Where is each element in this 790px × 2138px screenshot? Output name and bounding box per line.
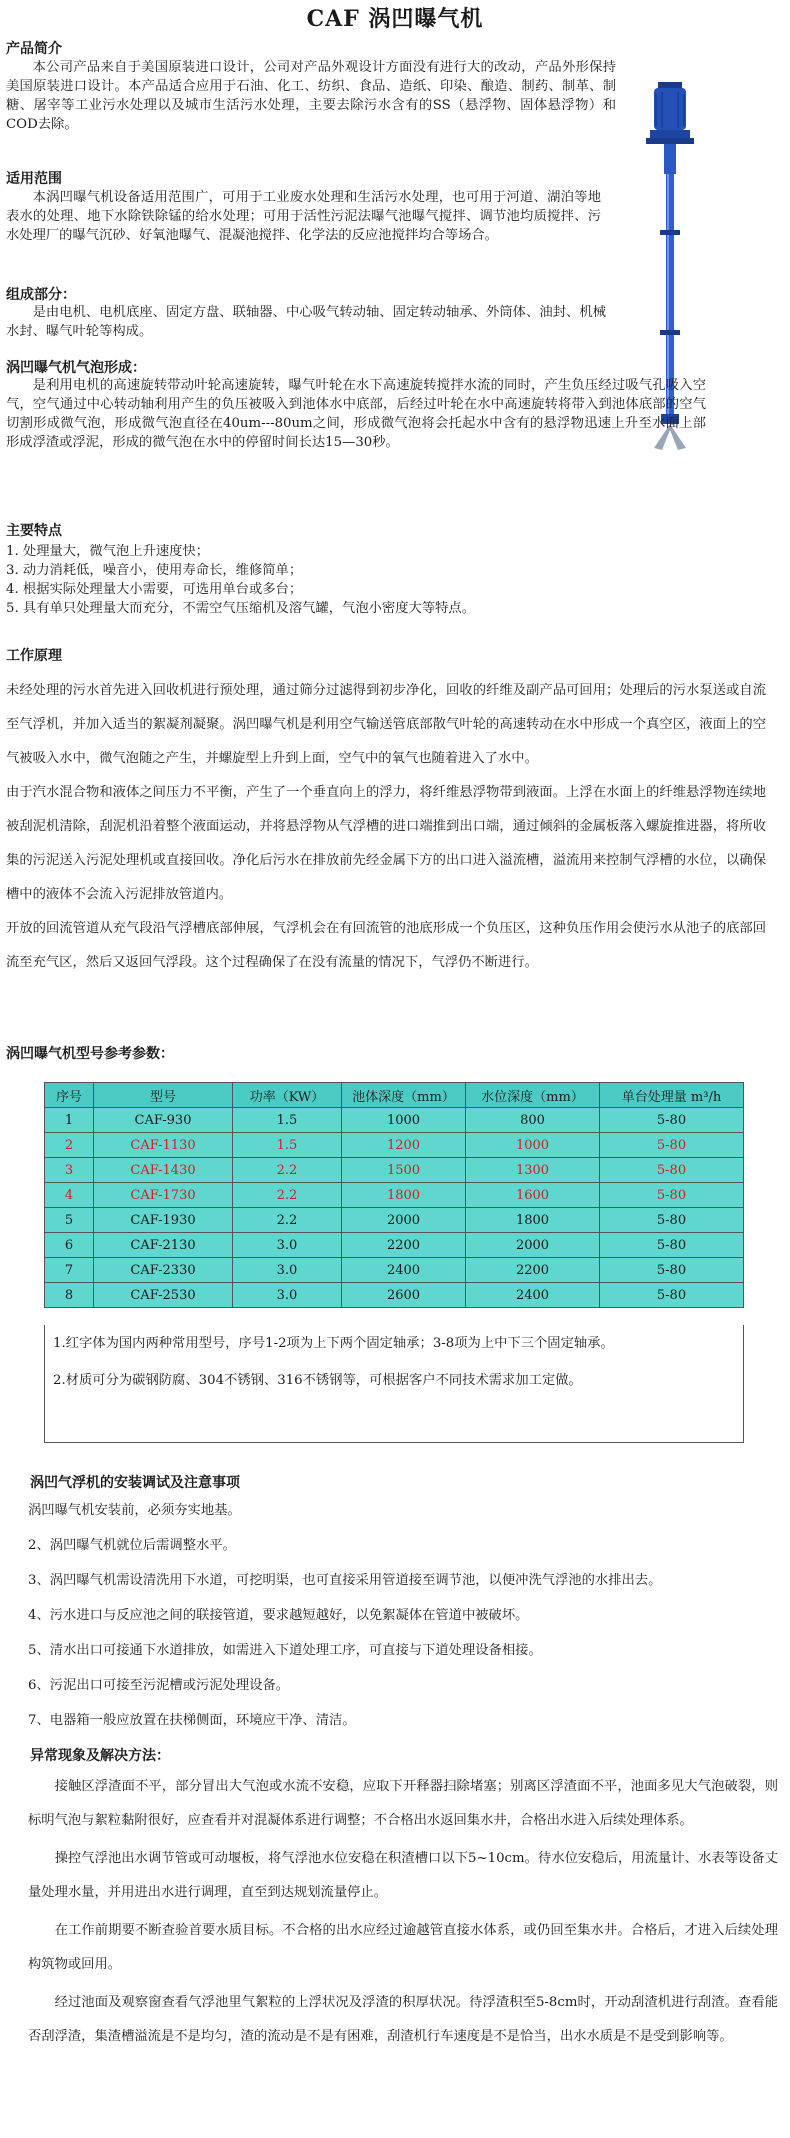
cell-power: 2.2	[233, 1183, 342, 1208]
intro-text: 本公司产品来自于美国原装进口设计，公司对产品外观设计方面没有进行大的改动，产品外形保持美国原装进口设计。本产品适合应用于石油、化工、纺织、食品、造纸、印染、酿造、制药、制革、制糖、屠宰等工业污水处理以及城市生活污水处理，主要去除污水含有的SS（悬浮物、固体悬浮物）和COD去除。	[6, 60, 616, 132]
principle-paragraph: 由于汽水混合物和液体之间压力不平衡，产生了一个垂直向上的浮力，将纤维悬浮物带到液面。上浮在水面上的纤维悬浮物连续地被刮泥机清除，刮泥机沿着整个液面运动，并将悬浮物从气浮槽的进口端推到出口端，通过倾斜的金属板落入螺旋推进器，将所收集的污泥送入污泥处理机或直接回收。净化后污水在排放前先经金属下方的出口进入溢流槽，溢流用来控制气浮槽的水位，以确保槽中的液体不会流入污泥排放管道内。	[6, 785, 766, 902]
cell-power: 3.0	[233, 1233, 342, 1258]
composition-paragraph	[6, 303, 606, 341]
scope-paragraph	[6, 188, 601, 245]
table-row	[45, 1158, 744, 1183]
installation-list	[28, 1493, 778, 1738]
installation-section	[28, 1493, 778, 1738]
cell-power: 3.0	[233, 1283, 342, 1308]
table-row	[45, 1233, 744, 1258]
table-row	[45, 1208, 744, 1233]
cell-model: CAF-1730	[94, 1183, 233, 1208]
installation-item: 2、涡凹曝气机就位后需调整水平。	[28, 1538, 236, 1553]
installation-item: 4、污水进口与反应池之间的联接管道，要求越短越好，以免絮凝体在管道中被破坏。	[28, 1608, 529, 1623]
cell-index: 4	[45, 1183, 94, 1208]
page-title: CAF 涡凹曝气机	[306, 6, 484, 32]
cell-capacity: 5-80	[600, 1233, 744, 1258]
bearing-ring	[660, 230, 680, 235]
cell-power: 3.0	[233, 1258, 342, 1283]
table-note: 1.红字体为国内两种常用型号，序号1-2项为上下两个固定轴承；3-8项为上中下三个固定轴承。	[53, 1336, 614, 1351]
cell-pool-depth: 2000	[342, 1208, 466, 1233]
table-row	[45, 1108, 744, 1133]
intro-heading: 产品简介	[6, 41, 62, 57]
cell-power: 1.5	[233, 1133, 342, 1158]
scope-heading: 适用范围	[6, 171, 62, 187]
table-row	[45, 1283, 744, 1308]
installation-heading: 涡凹气浮机的安装调试及注意事项	[30, 1475, 240, 1491]
cell-capacity: 5-80	[600, 1258, 744, 1283]
coupling-housing	[664, 144, 676, 174]
model-spec-table	[44, 1082, 744, 1308]
cell-power: 1.5	[233, 1108, 342, 1133]
cell-index: 7	[45, 1258, 94, 1283]
col-header-power: 功率（KW）	[233, 1083, 342, 1108]
cell-capacity: 5-80	[600, 1108, 744, 1133]
cell-pool-depth: 1200	[342, 1133, 466, 1158]
cell-index: 3	[45, 1158, 94, 1183]
cell-water-depth: 2000	[466, 1233, 600, 1258]
col-header-model: 型号	[94, 1083, 233, 1108]
mounting-plate	[646, 138, 694, 144]
cell-model: CAF-930	[94, 1108, 233, 1133]
installation-item: 3、涡凹曝气机需设清洗用下水道，可挖明渠，也可直接采用管道接至调节池，以便冲洗气浮池的水排出去。	[28, 1573, 662, 1588]
cell-pool-depth: 2200	[342, 1233, 466, 1258]
scope-text: 本涡凹曝气机设备适用范围广，可用于工业废水处理和生活污水处理，也可用于河道、湖泊等地表水的处理、地下水除铁除锰的给水处理；可用于活性污泥法曝气池曝气搅拌、调节池均质搅拌、污水处理厂的曝气沉砂、好氧池曝气、混凝池搅拌、化学法的反应池搅拌均合等场合。	[6, 190, 601, 243]
table-note: 2.材质可分为碳钢防腐、304不锈钢、316不锈钢等，可根据客户不同技术需求加工定做。	[53, 1373, 582, 1388]
feature-item: 3. 动力消耗低，噪音小，使用寿命长，维修简单；	[6, 563, 303, 578]
bubble-paragraph	[6, 376, 706, 452]
cell-power: 2.2	[233, 1208, 342, 1233]
cell-pool-depth: 1500	[342, 1158, 466, 1183]
cell-model: CAF-2130	[94, 1233, 233, 1258]
principle-body	[6, 674, 766, 980]
cell-model: CAF-2530	[94, 1283, 233, 1308]
cell-index: 6	[45, 1233, 94, 1258]
cell-pool-depth: 2400	[342, 1258, 466, 1283]
cell-capacity: 5-80	[600, 1283, 744, 1308]
cell-model: CAF-1130	[94, 1133, 233, 1158]
cell-model: CAF-1930	[94, 1208, 233, 1233]
table-row	[45, 1133, 744, 1158]
installation-item: 6、污泥出口可接至污泥槽或污泥处理设备。	[28, 1678, 290, 1693]
cell-model: CAF-1430	[94, 1158, 233, 1183]
intro-paragraph	[6, 58, 616, 134]
composition-heading: 组成部分：	[6, 287, 76, 303]
cell-water-depth: 1600	[466, 1183, 600, 1208]
table-row	[45, 1258, 744, 1283]
cell-model: CAF-2330	[94, 1258, 233, 1283]
cell-water-depth: 2400	[466, 1283, 600, 1308]
col-header-water-depth: 水位深度（mm）	[466, 1083, 600, 1108]
cell-power: 2.2	[233, 1158, 342, 1183]
cell-pool-depth: 1800	[342, 1183, 466, 1208]
solutions-heading: 异常现象及解决方法：	[30, 1748, 170, 1764]
features-list	[6, 542, 766, 618]
cell-index: 8	[45, 1283, 94, 1308]
feature-item: 1. 处理量大，微气泡上升速度快；	[6, 544, 210, 559]
motor-base	[650, 130, 690, 138]
cell-water-depth: 1800	[466, 1208, 600, 1233]
cell-water-depth: 1300	[466, 1158, 600, 1183]
principle-heading: 工作原理	[6, 648, 62, 664]
cell-pool-depth: 2600	[342, 1283, 466, 1308]
installation-item: 7、电器箱一般应放置在扶梯侧面，环境应干净、清洁。	[28, 1713, 356, 1728]
solution-paragraph: 经过池面及观察窗查看气浮池里气絮粒的上浮状况及浮渣的积厚状况。待浮渣积至5-8cm时，开动刮渣机进行刮渣。查看能否刮浮渣，集渣槽溢流是不是均匀，渣的流动是不是有困难，刮渣机行车速度是不是恰当，出水水质是不是受到影响等。	[28, 1995, 778, 2044]
table-row	[45, 1183, 744, 1208]
cell-capacity: 5-80	[600, 1158, 744, 1183]
installation-item: 5、清水出口可接通下水道排放，如需进入下道处理工序，可直接与下道处理设备相接。	[28, 1643, 542, 1658]
table-notes	[44, 1325, 744, 1443]
cell-pool-depth: 1000	[342, 1108, 466, 1133]
cell-index: 2	[45, 1133, 94, 1158]
principle-paragraph: 未经处理的污水首先进入回收机进行预处理，通过筛分过滤得到初步净化，回收的纤维及副产品可回用；处理后的污水泵送或自流至气浮机，并加入适当的絮凝剂凝聚。涡凹曝气机是利用空气输送管底部散气叶轮的高速转动在水中形成一个真空区，液面上的空气被吸入水中，微气泡随之产生，并螺旋型上升到上面，空气中的氧气也随着进入了水中。	[6, 683, 766, 766]
motor-body	[654, 88, 686, 130]
cell-capacity: 5-80	[600, 1183, 744, 1208]
col-header-pool-depth: 池体深度（mm）	[342, 1083, 466, 1108]
cell-capacity: 5-80	[600, 1133, 744, 1158]
cell-water-depth: 2200	[466, 1258, 600, 1283]
installation-item: 涡凹曝气机安装前，必须夯实地基。	[28, 1503, 241, 1518]
col-header-capacity: 单台处理量 m³/h	[600, 1083, 744, 1108]
cell-water-depth: 1000	[466, 1133, 600, 1158]
composition-text: 是由电机、电机底座、固定方盘、联轴器、中心吸气转动轴、固定转动轴承、外筒体、油封、机械水封、曝气叶轮等构成。	[6, 305, 606, 339]
table-header-row	[45, 1083, 744, 1108]
feature-item: 4. 根据实际处理量大小需要，可选用单台或多台；	[6, 582, 303, 597]
solutions-body	[28, 1770, 778, 2058]
cell-index: 5	[45, 1208, 94, 1233]
cell-water-depth: 800	[466, 1108, 600, 1133]
bubble-heading: 涡凹曝气机气泡形成：	[6, 360, 146, 376]
solution-paragraph: 接触区浮渣面不平，部分冒出大气泡或水流不安稳，应取下开释器扫除堵塞；别离区浮渣面不平，池面多见大气泡破裂，则标明气泡与絮粒黏附很好，应查看并对混凝体系进行调整；不合格出水返回集水井，合格出水进入后续处理体系。	[28, 1779, 778, 1828]
feature-item: 5. 具有单只处理量大而充分，不需空气压缩机及溶气罐，气泡小密度大等特点。	[6, 601, 476, 616]
col-header-index: 序号	[45, 1083, 94, 1108]
bubble-text: 是利用电机的高速旋转带动叶轮高速旋转，曝气叶轮在水下高速旋转搅拌水流的同时，产生负压经过吸气孔吸入空气，空气通过中心转动轴利用产生的负压被吸入到池体水中底部，后经过叶轮在水中高速旋转将带入到池体底部的空气切割形成微气泡，形成微气泡直径在40um---80um之间，形成微气泡将会托起水中含有的悬浮物迅速上升至水面上部形成浮渣或浮泥，形成的微气泡在水中的停留时间长达15—30秒。	[6, 378, 706, 450]
features-heading: 主要特点	[6, 523, 62, 539]
solution-paragraph: 操控气浮池出水调节管或可动堰板，将气浮池水位安稳在积渣槽口以下5~10cm。待水位安稳后，用流量计、水表等设备丈量处理水量，并用进出水进行调理，直至到达规划流量停止。	[28, 1851, 778, 1900]
cell-capacity: 5-80	[600, 1208, 744, 1233]
motor-cap	[658, 82, 682, 88]
models-heading: 涡凹曝气机型号参考参数：	[6, 1046, 174, 1062]
cell-index: 1	[45, 1108, 94, 1133]
principle-paragraph: 开放的回流管道从充气段沿气浮槽底部伸展，气浮机会在有回流管的池底形成一个负压区，这种负压作用会使污水从池子的底部回流至充气区，然后又返回气浮段。这个过程确保了在没有流量的情况下，气浮仍不断进行。	[6, 921, 766, 970]
bearing-ring	[660, 330, 680, 335]
solution-paragraph: 在工作前期要不断查验首要水质目标。不合格的出水应经过逾越管直接水体系，或仍回至集水井。合格后，才进入后续处理构筑物或回用。	[28, 1923, 778, 1972]
